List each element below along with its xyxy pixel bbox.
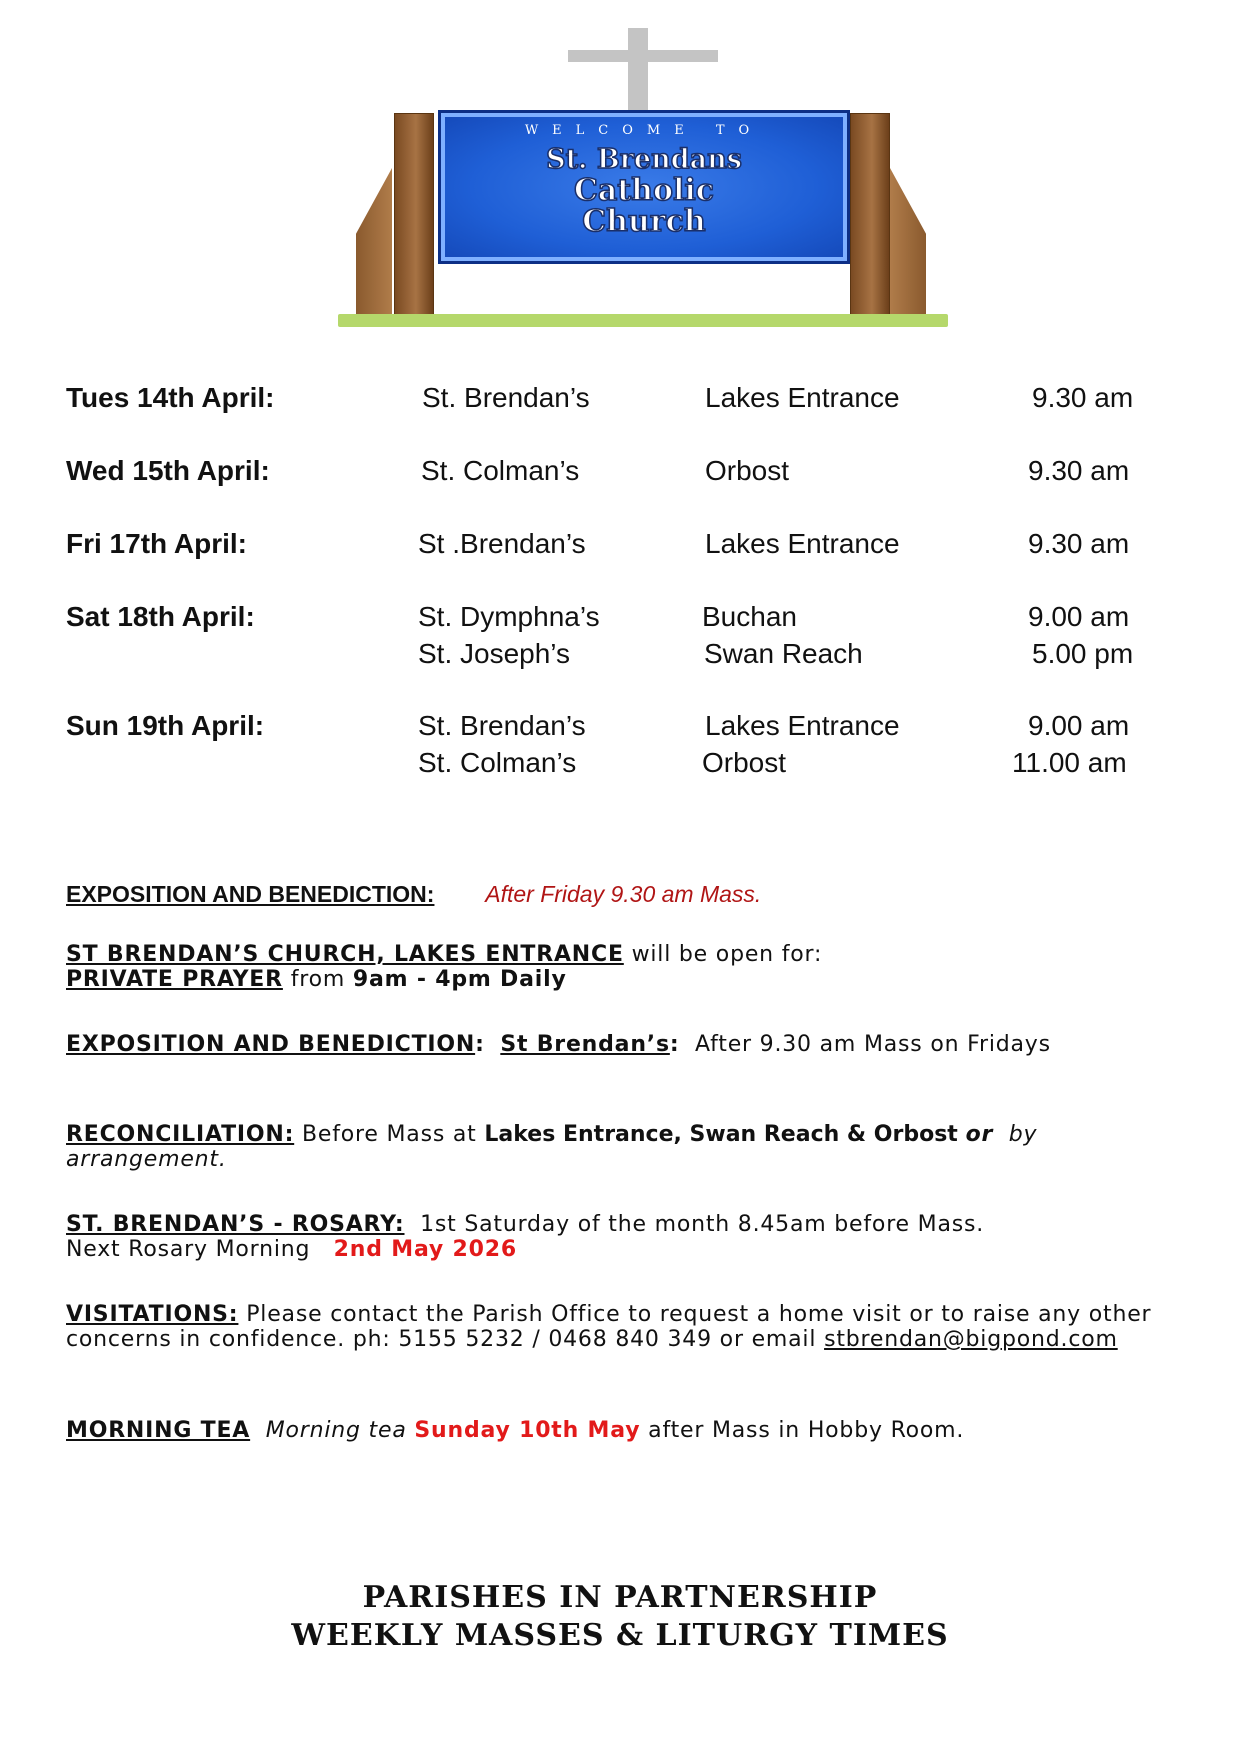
schedule-church: St. Joseph’s <box>418 638 571 669</box>
cross-bar <box>568 50 718 62</box>
schedule-day: Sun 19th April: <box>66 710 265 741</box>
schedule-day: Tues 14th April: <box>66 382 275 413</box>
schedule-day: Fri 17th April: <box>66 528 247 559</box>
sign-post-left <box>394 113 434 317</box>
schedule-time: 9.30 am <box>1028 528 1130 559</box>
exposition-notice: EXPOSITION AND BENEDICTION: St Brendan’s: After 9.30 am Mass on Fridays <box>66 1032 1051 1057</box>
rosary-notice <box>66 1212 1166 1262</box>
schedule-church: St. Brendan’s <box>418 710 586 741</box>
schedule-place: Lakes Entrance <box>705 528 900 559</box>
exposition-summary-label: EXPOSITION AND BENEDICTION: <box>66 881 435 907</box>
rosary-next: Next Rosary Morning <box>66 1237 311 1262</box>
rosary-date: 2nd May 2026 <box>333 1237 517 1262</box>
morning-tea-date: Sunday 10th May <box>414 1418 641 1443</box>
rosary-label: ST. BRENDAN’S - ROSARY: <box>66 1212 405 1237</box>
church-open-label: ST BRENDAN’S CHURCH, LAKES ENTRANCE <box>66 942 624 967</box>
exposition-label: EXPOSITION AND BENEDICTION <box>66 1032 476 1057</box>
visitations-label: VISITATIONS: <box>66 1302 239 1327</box>
sign-brace-right <box>890 168 926 314</box>
sign-post-right <box>850 113 890 317</box>
schedule-place: Lakes Entrance <box>705 382 900 413</box>
sign-brace-left <box>356 168 392 314</box>
exposition-place: St Brendan’s <box>500 1032 670 1057</box>
footer-line-2: WEEKLY MASSES & LITURGY TIMES <box>291 1618 949 1653</box>
sign-line-2: Catholic <box>573 173 715 208</box>
private-prayer-label: PRIVATE PRAYER <box>66 967 283 992</box>
footer-title <box>0 1579 1240 1655</box>
schedule-time: 9.00 am <box>1028 601 1130 632</box>
schedule-day: Wed 15th April: <box>66 455 270 486</box>
schedule-day: Sat 18th April: <box>66 601 255 632</box>
schedule-time: 5.00 pm <box>1032 638 1134 669</box>
schedule-church: St. Colman’s <box>421 455 580 486</box>
reconciliation-places: Lakes Entrance, Swan Reach & Orbost <box>484 1122 958 1147</box>
schedule-church: St. Colman’s <box>418 747 577 778</box>
footer-line-1: PARISHES IN PARTNERSHIP <box>362 1580 878 1615</box>
sign-board <box>438 110 850 264</box>
schedule-time: 9.30 am <box>1032 382 1134 413</box>
church-sign-illustration <box>338 28 948 330</box>
reconciliation-or: or <box>965 1122 994 1147</box>
exposition-summary <box>66 881 761 908</box>
schedule-place: Orbost <box>705 455 790 486</box>
sign-ground <box>338 314 948 327</box>
schedule-time: 9.30 am <box>1028 455 1130 486</box>
reconciliation-label: RECONCILIATION: <box>66 1122 295 1147</box>
morning-tea-italic: Morning tea <box>265 1418 407 1443</box>
sign-welcome: WELCOME TO <box>524 123 764 138</box>
reconciliation-notice <box>66 1122 1126 1172</box>
schedule-place: Lakes Entrance <box>705 710 900 741</box>
reconciliation-text: Before Mass at <box>301 1122 477 1147</box>
schedule-church: St. Dymphna’s <box>418 601 600 632</box>
schedule-place: Swan Reach <box>704 638 863 669</box>
schedule-time: 9.00 am <box>1028 710 1130 741</box>
morning-tea-notice <box>66 1418 1166 1443</box>
exposition-summary-text: After Friday 9.30 am Mass. <box>485 881 762 907</box>
morning-tea-label: MORNING TEA <box>66 1418 251 1443</box>
schedule-church: St. Brendan’s <box>422 382 590 413</box>
private-prayer-hours: 9am - 4pm Daily <box>352 967 567 992</box>
visitations-text: Please contact the Parish Office to request a home visit or to raise any other concerns in confidence. ph: 5155 5232 / 0468 840 349 or email <box>66 1302 1152 1352</box>
private-prayer-from: from <box>290 967 346 992</box>
schedule-time: 11.00 am <box>1012 747 1127 778</box>
morning-tea-text: after Mass in Hobby Room. <box>648 1418 965 1443</box>
visitations-email-link[interactable]: stbrendan@bigpond.com <box>824 1327 1118 1352</box>
rosary-text: 1st Saturday of the month 8.45am before Mass. <box>420 1212 985 1237</box>
exposition-text: After 9.30 am Mass on Fridays <box>695 1032 1051 1057</box>
schedule-church: St .Brendan’s <box>418 528 586 559</box>
reconciliation-arrangement: by arrangement. <box>66 1122 1038 1172</box>
sign-line-1: St. Brendans <box>546 144 742 175</box>
schedule-place: Buchan <box>702 601 797 632</box>
church-open-notice <box>66 942 1166 992</box>
visitations-notice <box>66 1302 1156 1352</box>
schedule-place: Orbost <box>702 747 787 778</box>
cross-icon <box>628 28 648 116</box>
church-open-text: will be open for: <box>631 942 823 967</box>
sign-line-3: Church <box>582 204 706 239</box>
